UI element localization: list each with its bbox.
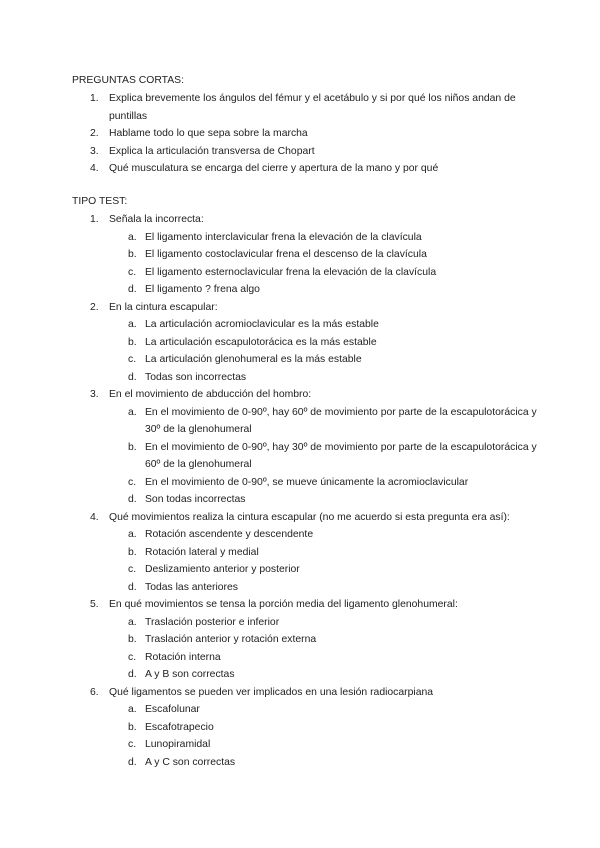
answer-option <box>72 246 542 264</box>
short-question <box>72 160 542 178</box>
answer-option <box>72 491 542 509</box>
answer-option <box>72 719 542 737</box>
option-text: Rotación ascendente y descendente <box>145 529 314 540</box>
option-text: Son todas incorrectas <box>145 494 246 505</box>
option-letter: b. <box>128 336 137 348</box>
short-questions-section <box>72 72 542 178</box>
question-text: En el movimiento de abducción del hombro: <box>109 389 312 400</box>
answer-option <box>72 579 542 597</box>
answer-option <box>72 526 542 544</box>
question-number: 1. <box>90 93 99 104</box>
option-text: El ligamento interclavicular frena la elevación de la clavícula <box>145 231 422 243</box>
option-text: En el movimiento de 0-90º, se mueve únicamente la acromioclavicular <box>145 476 469 488</box>
option-letter: b. <box>128 721 137 733</box>
question-text: Señala la incorrecta: <box>109 214 204 225</box>
option-letter: b. <box>128 249 137 260</box>
test-question <box>72 386 542 404</box>
option-text: Traslación anterior y rotación externa <box>145 634 317 645</box>
question-text: Qué movimientos realiza la cintura escapular (no me acuerdo si esta pregunta era así): <box>109 511 510 523</box>
test-questions-section <box>72 193 542 771</box>
option-letter: c. <box>128 564 137 575</box>
answer-option <box>72 701 542 719</box>
test-question <box>72 596 542 614</box>
answer-option <box>72 229 542 247</box>
option-letter: a. <box>128 616 137 628</box>
option-text: Traslación posterior e inferior <box>145 616 280 628</box>
question-text: Explica la articulación transversa de Chopart <box>109 145 315 157</box>
option-letter: c. <box>128 266 137 278</box>
test-question <box>72 211 542 229</box>
option-letter: d. <box>128 756 137 768</box>
answer-option <box>72 474 542 492</box>
section-title: TIPO TEST: <box>72 196 128 207</box>
option-text: Todas las anteriores <box>145 581 238 593</box>
test-question <box>72 509 542 527</box>
option-text: Deslizamiento anterior y posterior <box>145 564 300 575</box>
option-text: En el movimiento de 0-90º, hay 30º de movimiento por parte de la escapulotorácica y 60º de la glenohumeral <box>145 441 537 470</box>
option-text: Todas son incorrectas <box>145 371 247 383</box>
question-text: Qué ligamentos se pueden ver implicados en una lesión radiocarpiana <box>109 686 434 698</box>
option-text: La articulación glenohumeral es la más estable <box>145 354 362 365</box>
answer-option <box>72 649 542 667</box>
option-letter: d. <box>128 669 137 680</box>
option-text: Rotación lateral y medial <box>145 546 259 558</box>
option-text: La articulación escapulotorácica es la más estable <box>145 336 377 348</box>
option-text: Lunopiramidal <box>145 739 211 750</box>
short-question <box>72 125 542 143</box>
question-number: 4. <box>90 511 99 523</box>
answer-option <box>72 439 542 474</box>
question-text: Hablame todo lo que sepa sobre la marcha <box>109 128 308 139</box>
test-question <box>72 299 542 317</box>
answer-option <box>72 351 542 369</box>
question-number: 3. <box>90 145 99 157</box>
answer-option <box>72 666 542 684</box>
section-title: PREGUNTAS CORTAS: <box>72 75 185 86</box>
test-question <box>72 684 542 702</box>
option-text: El ligamento ? frena algo <box>145 284 260 295</box>
question-text: Qué musculatura se encarga del cierre y apertura de la mano y por qué <box>109 163 439 174</box>
short-question <box>72 90 542 125</box>
option-text: El ligamento costoclavicular frena el descenso de la clavícula <box>145 249 427 260</box>
question-number: 6. <box>90 686 99 698</box>
option-text: Escafotrapecio <box>145 721 214 733</box>
option-text: Rotación interna <box>145 651 221 663</box>
option-text: La articulación acromioclavicular es la más estable <box>145 319 379 330</box>
option-letter: d. <box>128 581 137 593</box>
option-letter: c. <box>128 354 137 365</box>
question-number: 4. <box>90 163 99 174</box>
question-text: Explica brevemente los ángulos del fémur y el acetábulo y si por qué los niños andan de puntillas <box>109 93 516 122</box>
option-letter: a. <box>128 704 137 715</box>
answer-option <box>72 561 542 579</box>
option-letter: b. <box>128 546 137 558</box>
question-number: 2. <box>90 128 99 139</box>
answer-option <box>72 334 542 352</box>
option-letter: c. <box>128 651 137 663</box>
option-letter: a. <box>128 529 137 540</box>
question-text: En la cintura escapular: <box>109 301 218 313</box>
option-letter: a. <box>128 231 137 243</box>
option-text: Escafolunar <box>145 704 200 715</box>
answer-option <box>72 544 542 562</box>
option-text: En el movimiento de 0-90º, hay 60º de movimiento por parte de la escapulotorácica y 30º de la glenohumeral <box>145 406 537 435</box>
option-letter: b. <box>128 634 137 645</box>
option-text: A y B son correctas <box>145 669 235 680</box>
option-text: El ligamento esternoclavicular frena la elevación de la clavícula <box>145 266 437 278</box>
answer-option <box>72 281 542 299</box>
answer-option <box>72 404 542 439</box>
answer-option <box>72 614 542 632</box>
option-letter: a. <box>128 406 137 418</box>
option-letter: d. <box>128 371 137 383</box>
answer-option <box>72 754 542 772</box>
answer-option <box>72 369 542 387</box>
answer-option <box>72 316 542 334</box>
answer-option <box>72 631 542 649</box>
short-question <box>72 143 542 161</box>
option-letter: d. <box>128 494 137 505</box>
option-letter: c. <box>128 476 137 488</box>
option-text: A y C son correctas <box>145 756 236 768</box>
answer-option <box>72 264 542 282</box>
option-letter: c. <box>128 739 137 750</box>
answer-option <box>72 736 542 754</box>
question-number: 1. <box>90 214 99 225</box>
option-letter: d. <box>128 284 137 295</box>
question-number: 2. <box>90 301 99 313</box>
question-number: 3. <box>90 389 99 400</box>
question-text: En qué movimientos se tensa la porción media del ligamento glenohumeral: <box>109 599 458 610</box>
option-letter: b. <box>128 441 137 453</box>
question-number: 5. <box>90 599 99 610</box>
option-letter: a. <box>128 319 137 330</box>
